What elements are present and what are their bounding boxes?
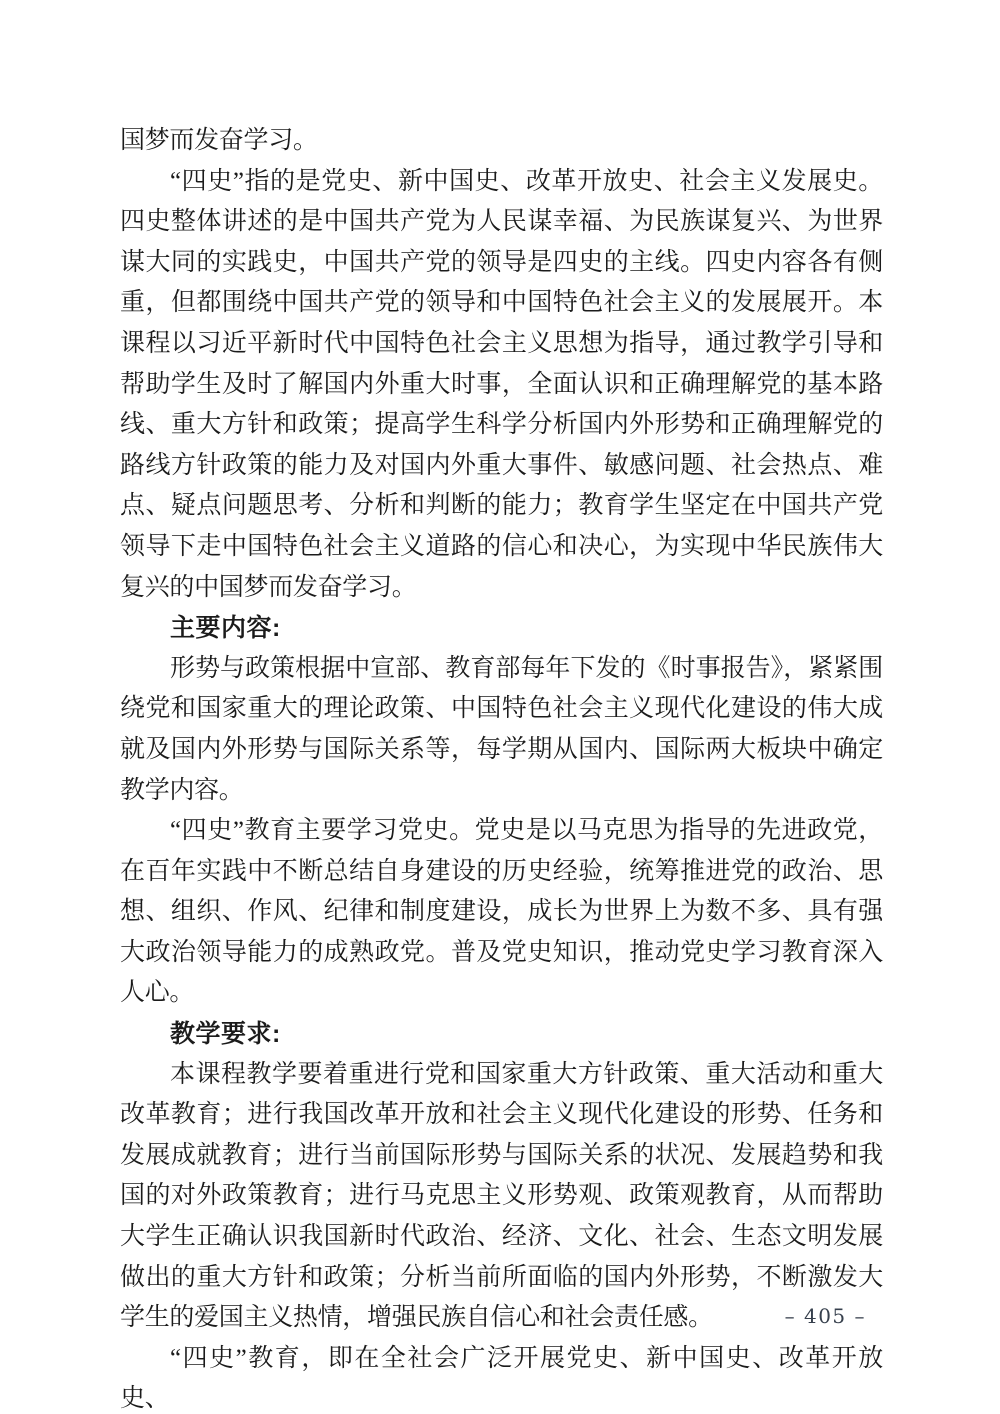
paragraph-four-histories-definition: “四史”指的是党史、新中国史、改革开放史、社会主义发展史。四史整体讲述的是中国共产党为人民谋幸福、为民族谋复兴、为世界谋大同的实践史，中国共产党的领导是四史的主线。四史内容各有侧重，但都围绕中国共产党的领导和中国特色社会主义的发展展开。本课程以习近平新时代中国特色社会主义思想为指导，通过教学引导和帮助学生及时了解国内外重大时事，全面认识和正确理解党的基本路线、重大方针和政策；提高学生科学分析国内外形势和正确理解党的路线方针政策的能力及对国内外重大事件、敏感问题、社会热点、难点、疑点问题思考、分析和判断的能力；教育学生坚定在中国共产党领导下走中国特色社会主义道路的信心和决心，为实现中华民族伟大复兴的中国梦而发奋学习。: [120, 167, 883, 601]
paragraph-four-histories-society: “四史”教育，即在全社会广泛开展党史、新中国史、改革开放史、: [120, 1344, 883, 1413]
heading-main-content: 主要内容:: [170, 614, 281, 643]
paragraph-situation-policy-content: 形势与政策根据中宣部、教育部每年下发的《时事报告》，紧紧围绕党和国家重大的理论政策、中国特色社会主义现代化建设的伟大成就及国内外形势与国际关系等，每学期从国内、国际两大板块中确定教学内容。: [120, 654, 883, 804]
paragraph-course-teaching-requirements: 本课程教学要着重进行党和国家重大方针政策、重大活动和重大改革教育；进行我国改革开放和社会主义现代化建设的形势、任务和发展成就教育；进行当前国际形势与国际关系的状况、发展趋势和我国的对外政策教育；进行马克思主义形势观、政策观教育，从而帮助大学生正确认识我国新时代政治、经济、文化、社会、生态文明发展做出的重大方针和政策；分析当前所面临的国内外形势，不断激发大学生的爱国主义热情，增强民族自信心和社会责任感。: [120, 1060, 883, 1332]
heading-teaching-requirements: 教学要求:: [170, 1020, 281, 1049]
paragraph-four-histories-education: “四史”教育主要学习党史。党史是以马克思为指导的先进政党，在百年实践中不断总结自身建设的历史经验，统筹推进党的政治、思想、组织、作风、纪律和制度建设，成长为世界上为数不多、具有强大政治领导能力的成熟政党。普及党史知识，推动党史学习教育深入人心。: [120, 817, 883, 1007]
paragraph-continuation-china-dream: 国梦而发奋学习。: [120, 127, 318, 154]
page-number: – 405 –: [784, 1304, 866, 1328]
text-block: [120, 121, 883, 1414]
